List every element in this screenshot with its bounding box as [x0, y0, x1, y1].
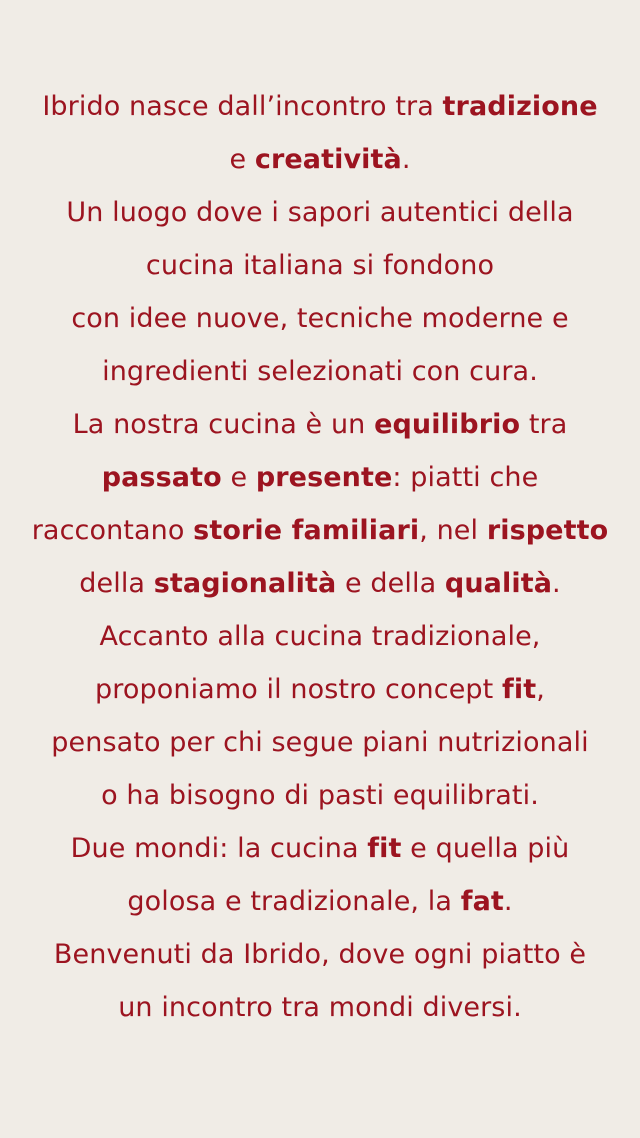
text-line: [26, 239, 614, 292]
body-text: della: [79, 568, 154, 599]
body-text: e: [221, 462, 256, 493]
body-text: pensato per chi segue piani nutrizionali: [51, 727, 589, 758]
body-text: Benvenuti da Ibrido, dove ogni piatto è: [53, 939, 587, 970]
emphasis-text: presente: [255, 462, 393, 493]
text-line: [26, 822, 614, 875]
text-line: [26, 981, 614, 1034]
text-line: [26, 875, 614, 928]
text-line: [26, 504, 614, 557]
body-text: un incontro tra mondi diversi.: [118, 992, 522, 1023]
body-text: .: [503, 886, 513, 917]
text-line: [26, 80, 614, 133]
body-text: .: [401, 144, 411, 175]
emphasis-text: fit: [367, 833, 402, 864]
emphasis-text: fit: [502, 674, 537, 705]
body-text: tra: [520, 409, 568, 440]
body-text: con idee nuove, tecniche moderne e: [71, 303, 569, 334]
body-text: cucina italiana si fondono: [145, 250, 495, 281]
text-line: [26, 663, 614, 716]
text-line: [26, 451, 614, 504]
text-line: [26, 928, 614, 981]
emphasis-text: equilibrio: [374, 409, 521, 440]
text-line: [26, 186, 614, 239]
body-text: e della: [336, 568, 445, 599]
emphasis-text: stagionalità: [153, 568, 337, 599]
text-line: [26, 398, 614, 451]
body-text: .: [552, 568, 561, 599]
emphasis-text: tradizione: [442, 91, 598, 122]
body-text: golosa e tradizionale, la: [127, 886, 461, 917]
text-line: [26, 610, 614, 663]
body-text: Ibrido nasce dall’incontro tra: [42, 91, 443, 122]
emphasis-text: creatività: [254, 144, 402, 175]
text-line: [26, 133, 614, 186]
body-text: Due mondi: la cucina: [70, 833, 368, 864]
body-text: : piatti che: [392, 462, 539, 493]
body-text: raccontano: [31, 515, 194, 546]
body-text: La nostra cucina è un: [72, 409, 375, 440]
body-text: ,: [536, 674, 545, 705]
emphasis-text: rispetto: [486, 515, 609, 546]
body-text: proponiamo il nostro concept: [95, 674, 503, 705]
text-line: [26, 557, 614, 610]
emphasis-text: passato: [101, 462, 222, 493]
body-text: Un luogo dove i sapori autentici della: [66, 197, 574, 228]
body-text: e quella più: [401, 833, 570, 864]
about-text-block: [0, 80, 640, 1034]
emphasis-text: fat: [460, 886, 504, 917]
body-text: ingredienti selezionati con cura.: [102, 356, 538, 387]
text-line: [26, 345, 614, 398]
body-text: , nel: [419, 515, 487, 546]
text-line: [26, 769, 614, 822]
body-text: Accanto alla cucina tradizionale,: [99, 621, 541, 652]
body-text: o ha bisogno di pasti equilibrati.: [101, 780, 539, 811]
emphasis-text: qualità: [444, 568, 553, 599]
text-line: [26, 292, 614, 345]
body-text: e: [229, 144, 255, 175]
text-line: [26, 716, 614, 769]
emphasis-text: storie familiari: [193, 515, 420, 546]
